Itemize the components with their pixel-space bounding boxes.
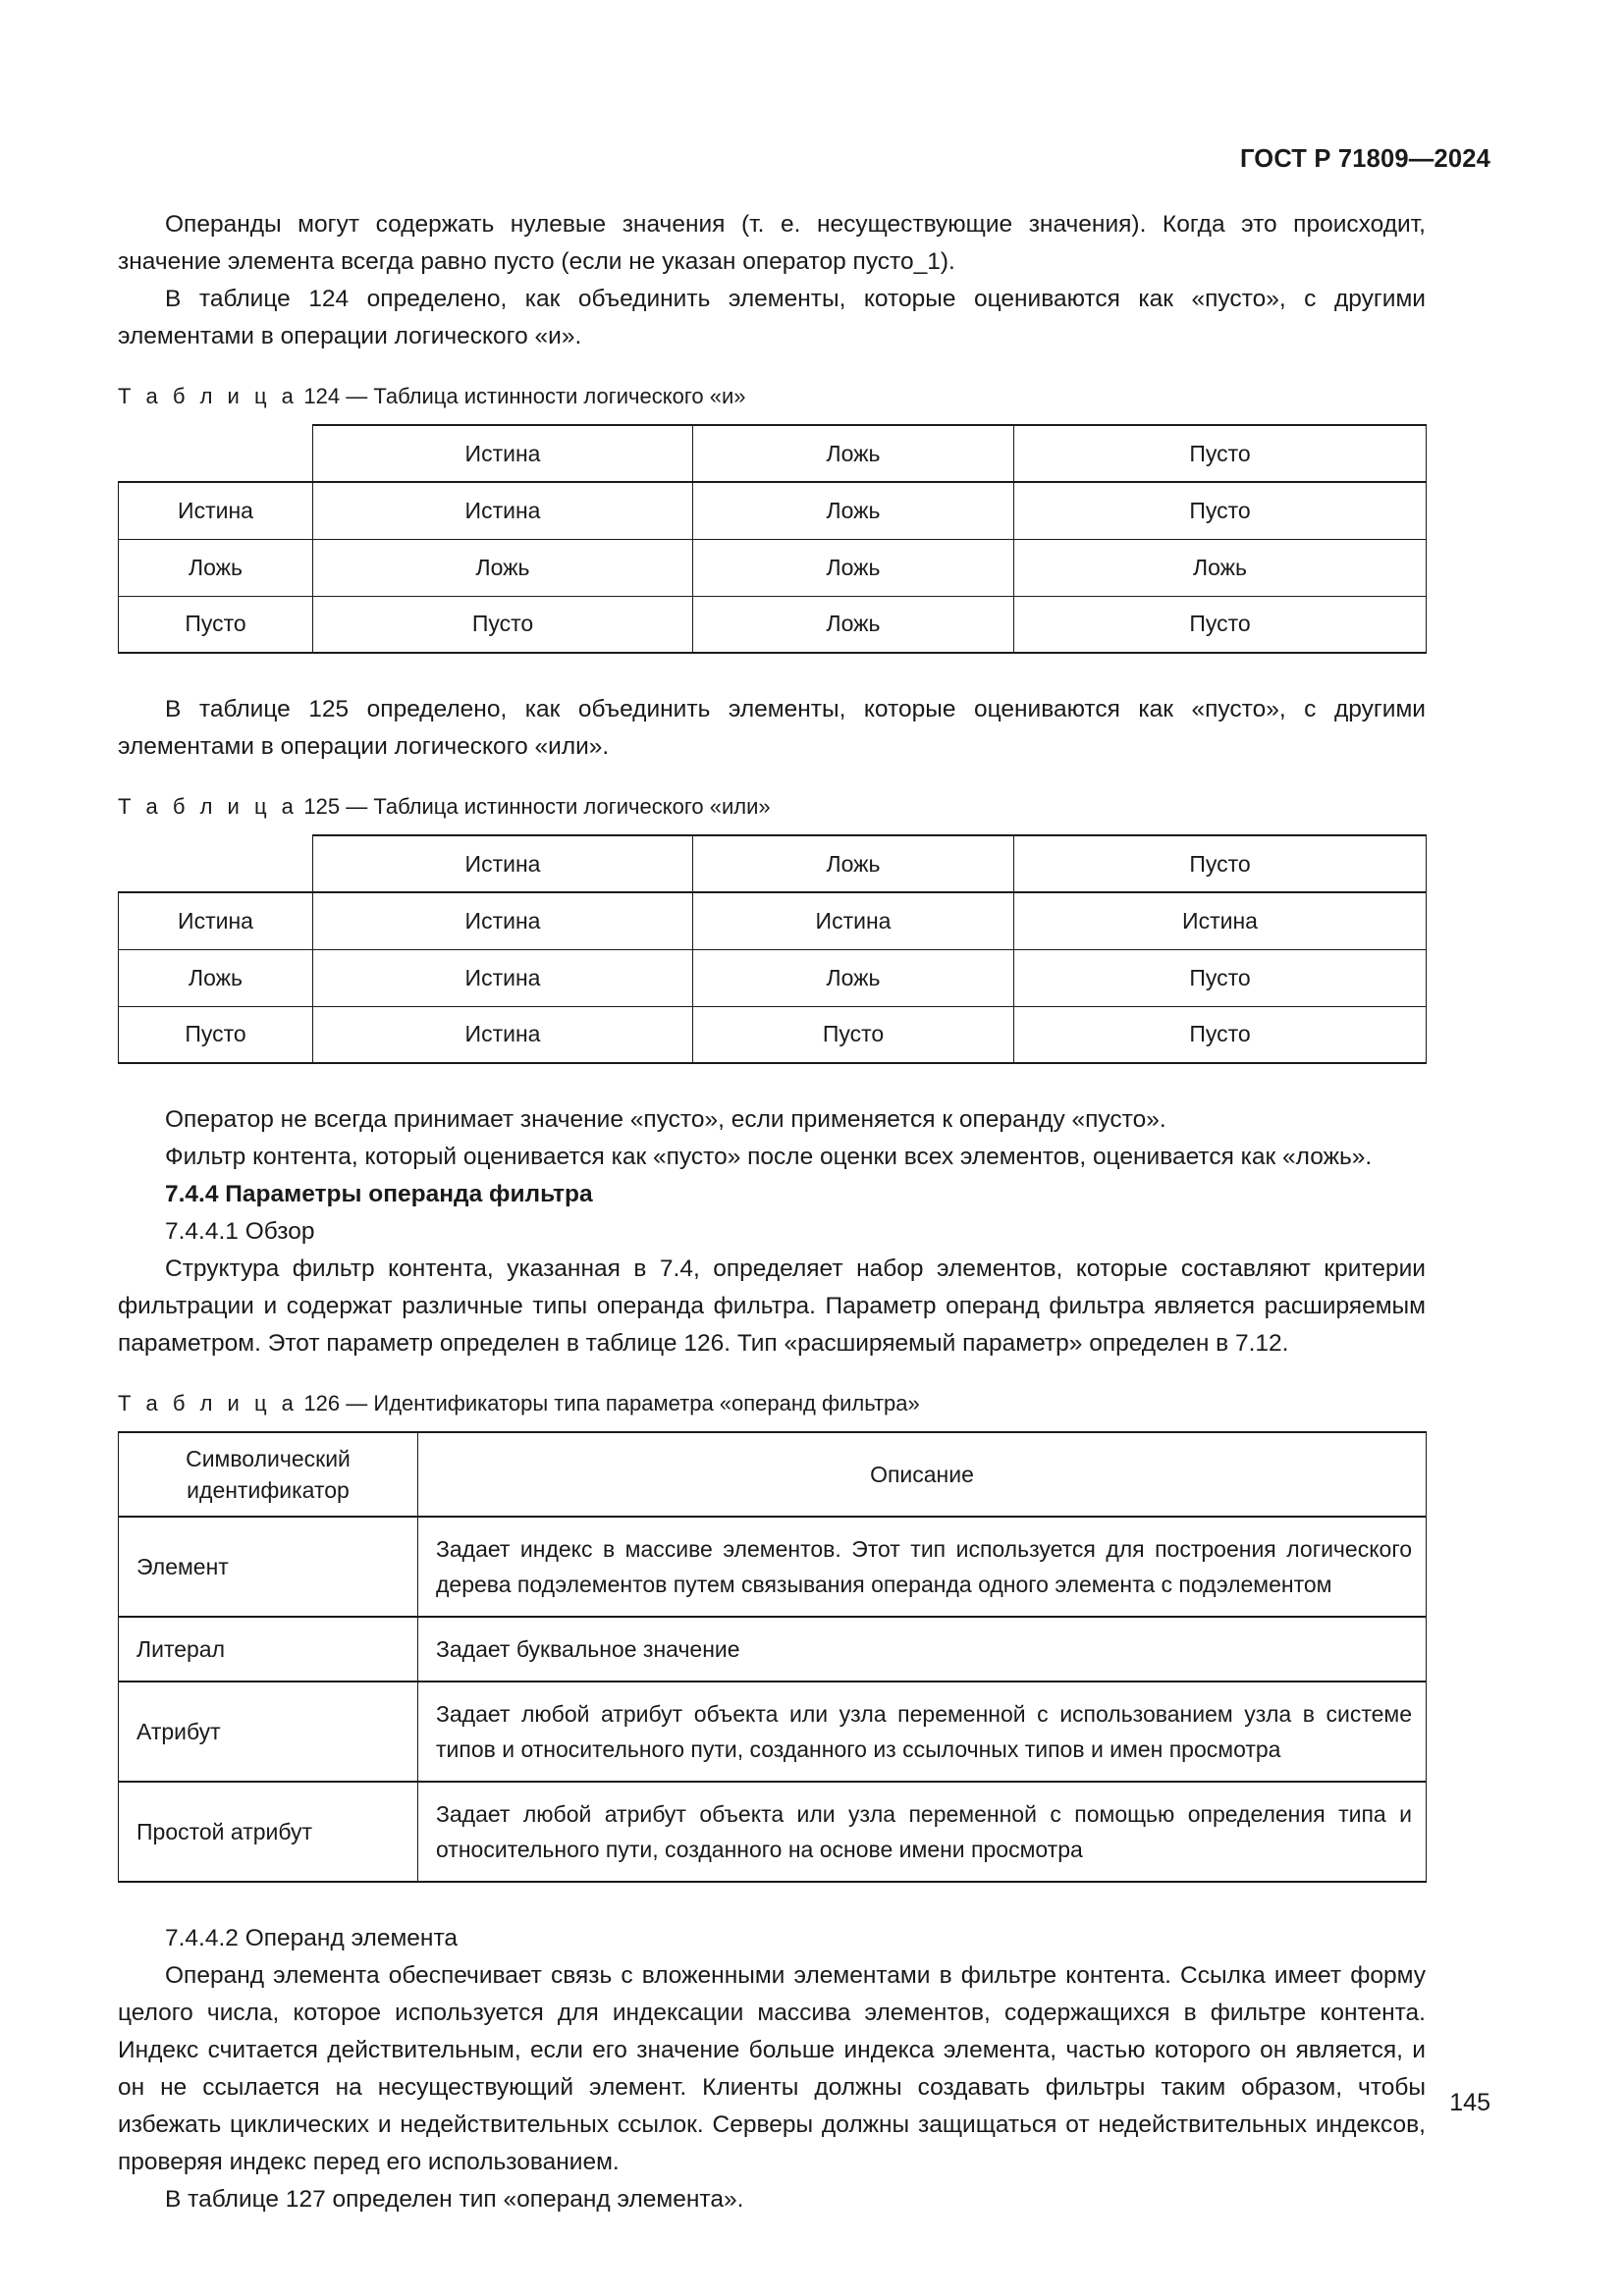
table-124-cell-r3c1: Пусто bbox=[313, 596, 693, 653]
table-124-cell-r1c3: Пусто bbox=[1014, 482, 1427, 539]
table-125-cell-r1c3: Истина bbox=[1014, 892, 1427, 949]
table-125-caption-label: Т а б л и ц а bbox=[118, 794, 298, 819]
spacer bbox=[118, 355, 1426, 381]
table-124-col-header-1: Истина bbox=[313, 425, 693, 482]
paragraph-overview: Структура фильтр контента, указанная в 7.4, определяет набор элементов, которые составляют критерии фильтрации и содержат различные типы операнда фильтра. Параметр операнд фильтра является расширяемым параметром. Этот параметр определен в таблице 126. Тип «расширяемый параметр» определен в 7.12. bbox=[118, 1255, 1426, 1357]
table-124-cell-r2c1: Ложь bbox=[313, 539, 693, 596]
table-125-cell-r3c1: Истина bbox=[313, 1006, 693, 1063]
table-124-row-header-1: Истина bbox=[119, 482, 313, 539]
spacer bbox=[118, 1362, 1426, 1388]
table-124-cell-r3c2: Ложь bbox=[693, 596, 1014, 653]
table-124-caption-label: Т а б л и ц а bbox=[118, 384, 298, 408]
table-125-cell-r2c2: Ложь bbox=[693, 949, 1014, 1006]
table-row-header bbox=[119, 1432, 1427, 1517]
table-124-row-header-3: Пусто bbox=[119, 596, 313, 653]
table-row-header bbox=[119, 425, 1427, 482]
paragraph-content-filter-false: Фильтр контента, который оценивается как «пусто» после оценки всех элементов, оценивается как «ложь». bbox=[165, 1144, 1373, 1170]
table-125-cell-r2c3: Пусто bbox=[1014, 949, 1427, 1006]
page-number: 145 bbox=[1449, 2089, 1490, 2116]
table-125-cell-r3c3: Пусто bbox=[1014, 1006, 1427, 1063]
table-126-key-literal: Литерал bbox=[119, 1617, 418, 1682]
table-124-and-truth-table bbox=[118, 424, 1427, 654]
table-126-caption-label: Т а б л и ц а bbox=[118, 1391, 298, 1415]
table-126-caption-number: 126 bbox=[303, 1391, 341, 1415]
table-125-col-header-1: Истина bbox=[313, 835, 693, 892]
table-125-row-header-2: Ложь bbox=[119, 949, 313, 1006]
table-row bbox=[119, 482, 1427, 539]
paragraph-table127-intro: В таблице 127 определен тип «операнд элемента». bbox=[165, 2186, 744, 2213]
table-126-desc-attribute: Задает любой атрибут объекта или узла переменной с использованием узла в системе типов и относительного пути, созданного из ссылочных типов и имен просмотра bbox=[418, 1682, 1427, 1782]
table-row-header bbox=[119, 835, 1427, 892]
spacer bbox=[118, 1883, 1426, 1920]
table-125-row-header-1: Истина bbox=[119, 892, 313, 949]
table-125-col-header-3: Пусто bbox=[1014, 835, 1427, 892]
table-125-or-truth-table bbox=[118, 834, 1427, 1064]
table-124-caption-number: 124 bbox=[303, 384, 341, 408]
table-row bbox=[119, 949, 1427, 1006]
heading-7-4-4-2: 7.4.4.2 Операнд элемента bbox=[165, 1925, 459, 1951]
page-content bbox=[118, 206, 1426, 2218]
paragraph-operands-null-values: Операнды могут содержать нулевые значения (т. е. несуществующие значения). Когда это происходит, значение элемента всегда равно пусто (если не указан оператор пусто_1). bbox=[118, 211, 1426, 275]
table-126-header-description: Описание bbox=[418, 1432, 1427, 1517]
table-row bbox=[119, 1006, 1427, 1063]
spacer bbox=[118, 1419, 1426, 1431]
table-125-cell-r1c2: Истина bbox=[693, 892, 1014, 949]
table-125-cell-r2c1: Истина bbox=[313, 949, 693, 1006]
paragraph-table124-intro: В таблице 124 определено, как объединить элементы, которые оцениваются как «пусто», с другими элементами в операции логического «и». bbox=[118, 286, 1426, 349]
table-126-caption bbox=[118, 1388, 1426, 1419]
spacer bbox=[118, 412, 1426, 424]
paragraph-element-operand: Операнд элемента обеспечивает связь с вложенными элементами в фильтре контента. Ссылка имеет форму целого числа, которое используется для индексации массива элементов, содержащихся в фильтре контента. Индекс считается действительным, если его значение больше индекса элемента, частью которого он является, и он не ссылается на несуществующий элемент. Клиенты должны создавать фильтры таким образом, чтобы избежать циклических и недействительных ссылок. Серверы должны защищаться от недействительных индексов, проверяя индекс перед его использованием. bbox=[118, 1962, 1426, 2175]
table-126-key-simple-attribute: Простой атрибут bbox=[119, 1782, 418, 1882]
table-126-desc-element: Задает индекс в массиве элементов. Этот тип используется для построения логического дерева подэлементов путем связывания операнда одного элемента с подэлементом bbox=[418, 1517, 1427, 1617]
paragraph-operator-null: Оператор не всегда принимает значение «пусто», если применяется к операнду «пусто». bbox=[165, 1106, 1166, 1133]
table-124-cell-r1c2: Ложь bbox=[693, 482, 1014, 539]
spacer bbox=[118, 823, 1426, 834]
table-126-header-symbolic-identifier bbox=[119, 1432, 418, 1517]
heading-7-4-4: 7.4.4 Параметры операнда фильтра bbox=[165, 1181, 593, 1207]
table-126-desc-literal: Задает буквальное значение bbox=[418, 1617, 1427, 1682]
table-126-desc-simple-attribute: Задает любой атрибут объекта или узла переменной с помощью определения типа и относительного пути, созданного на основе имени просмотра bbox=[418, 1782, 1427, 1882]
table-124-col-header-3: Пусто bbox=[1014, 425, 1427, 482]
table-126-key-element: Элемент bbox=[119, 1517, 418, 1617]
spacer bbox=[118, 1064, 1426, 1101]
table-126-header-line-1: Символический bbox=[186, 1446, 351, 1471]
heading-7-4-4-1: 7.4.4.1 Обзор bbox=[165, 1218, 315, 1245]
table-row bbox=[119, 1682, 1427, 1782]
table-126-header-line-2: идентификатор bbox=[187, 1477, 350, 1503]
table-125-cell-r1c1: Истина bbox=[313, 892, 693, 949]
table-125-col-header-2: Ложь bbox=[693, 835, 1014, 892]
table-126-filter-operand-identifiers bbox=[118, 1431, 1427, 1883]
table-124-caption bbox=[118, 381, 1426, 412]
table-125-cell-r3c2: Пусто bbox=[693, 1006, 1014, 1063]
table-row bbox=[119, 539, 1427, 596]
table-124-corner-cell bbox=[119, 425, 313, 482]
table-125-corner-cell bbox=[119, 835, 313, 892]
table-124-caption-title: — Таблица истинности логического «и» bbox=[346, 384, 746, 408]
table-124-cell-r3c3: Пусто bbox=[1014, 596, 1427, 653]
running-header-standard-ref: ГОСТ Р 71809—2024 bbox=[1239, 145, 1490, 173]
table-124-cell-r1c1: Истина bbox=[313, 482, 693, 539]
table-row bbox=[119, 1517, 1427, 1617]
paragraph-table125-intro: В таблице 125 определено, как объединить элементы, которые оцениваются как «пусто», с другими элементами в операции логического «или». bbox=[118, 696, 1426, 760]
table-row bbox=[119, 892, 1427, 949]
table-125-row-header-3: Пусто bbox=[119, 1006, 313, 1063]
table-row bbox=[119, 596, 1427, 653]
table-124-row-header-2: Ложь bbox=[119, 539, 313, 596]
table-row bbox=[119, 1782, 1427, 1882]
table-126-caption-title: — Идентификаторы типа параметра «операнд фильтра» bbox=[346, 1391, 920, 1415]
table-126-key-attribute: Атрибут bbox=[119, 1682, 418, 1782]
table-124-col-header-2: Ложь bbox=[693, 425, 1014, 482]
table-row bbox=[119, 1617, 1427, 1682]
table-124-cell-r2c3: Ложь bbox=[1014, 539, 1427, 596]
spacer bbox=[118, 654, 1426, 691]
table-125-caption bbox=[118, 791, 1426, 823]
spacer bbox=[118, 766, 1426, 791]
table-125-caption-number: 125 bbox=[303, 794, 341, 819]
table-124-cell-r2c2: Ложь bbox=[693, 539, 1014, 596]
table-125-caption-title: — Таблица истинности логического «или» bbox=[346, 794, 771, 819]
